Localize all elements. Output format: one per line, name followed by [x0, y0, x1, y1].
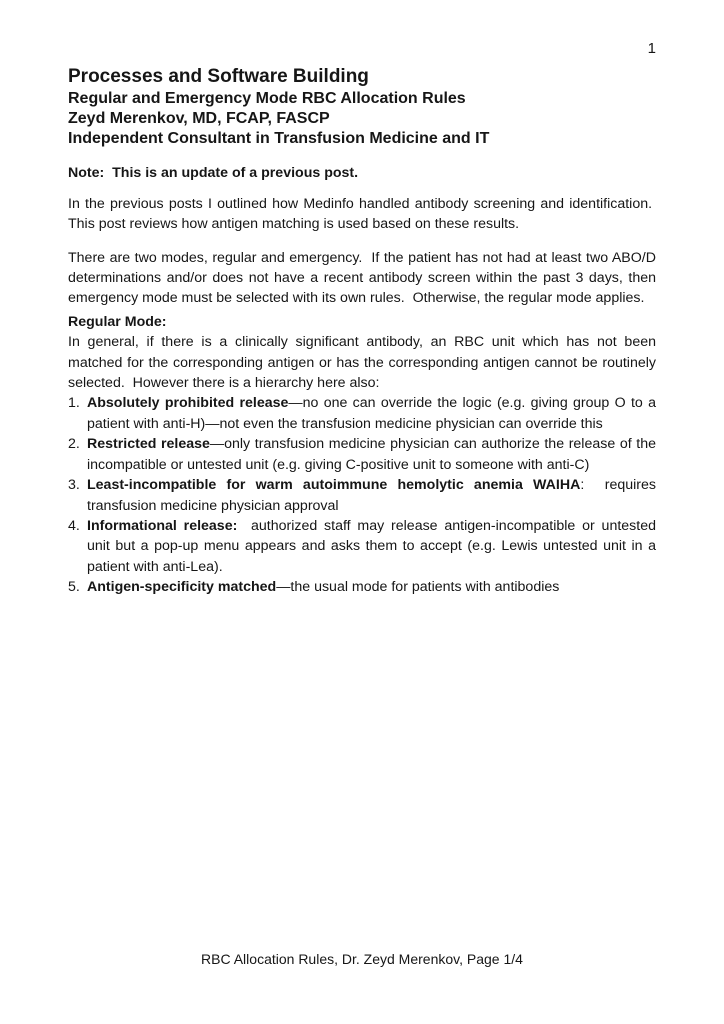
regular-mode-intro: In general, if there is a clinically significant antibody, an RBC unit which has not been matched for the corresponding antigen or has the corresponding antigen cannot be routinely selected. However there is a hierarchy here also:	[68, 334, 656, 392]
list-item-term: Restricted release	[87, 436, 210, 453]
paragraph-intro: In the previous posts I outlined how Medinfo handled antibody screening and identification. This post reviews how antigen matching is used based on these results.	[68, 195, 656, 233]
list-item	[68, 475, 656, 516]
document-title: Processes and Software Building	[68, 66, 369, 88]
list-item	[68, 577, 656, 597]
list-item-number: 5.	[68, 579, 80, 596]
list-item-term: Antigen-specificity matched	[87, 579, 277, 596]
list-item	[68, 434, 656, 475]
list-item-term: Absolutely prohibited release	[87, 395, 289, 412]
numbered-list	[68, 393, 656, 597]
paragraph-modes: There are two modes, regular and emergency. If the patient has not had at least two ABO/D determinations and/or does not have a recent antibody screen within the past 3 days, then emergency mode must be selected with its own rules. Otherwise, the regular mode applies.	[68, 249, 656, 307]
page-number: 1	[647, 40, 656, 57]
document-content	[68, 0, 656, 598]
regular-mode-section	[68, 312, 656, 598]
list-item-number: 2.	[68, 436, 80, 453]
regular-mode-heading: Regular Mode:	[68, 313, 167, 330]
list-item-number: 1.	[68, 395, 80, 412]
list-item-number: 4.	[68, 517, 80, 534]
author-name: Zeyd Merenkov, MD, FCAP, FASCP	[68, 110, 330, 128]
list-item-description: —only transfusion medicine physician can authorize the release of the incompatible or untested unit (e.g. giving C-positive unit to someone with anti-C)	[87, 436, 657, 473]
list-item-description: —no one can override the logic (e.g. giving group O to a patient with anti-H)—not even the transfusion medicine physician can override this	[87, 395, 656, 432]
note-line: Note: This is an update of a previous post.	[68, 165, 359, 182]
list-item	[68, 516, 656, 577]
page-footer: RBC Allocation Rules, Dr. Zeyd Merenkov, Page 1/4	[201, 951, 523, 967]
list-item	[68, 393, 656, 434]
list-item-term: Least-incompatible for warm autoimmune hemolytic anemia WAIHA	[87, 477, 581, 494]
list-item-description: authorized staff may release antigen-incompatible or untested unit but a pop-up menu appears and asks them to accept (e.g. Lewis untested unit in a patient with anti-Lea).	[87, 517, 656, 575]
list-item-number: 3.	[68, 477, 80, 494]
list-item-description: —the usual mode for patients with antibodies	[276, 579, 560, 596]
author-role: Independent Consultant in Transfusion Medicine and IT	[68, 130, 490, 148]
document-subtitle: Regular and Emergency Mode RBC Allocation Rules	[68, 90, 466, 108]
list-item-description: : requires transfusion medicine physician approval	[87, 477, 656, 514]
list-item-term: Informational release:	[87, 517, 238, 534]
